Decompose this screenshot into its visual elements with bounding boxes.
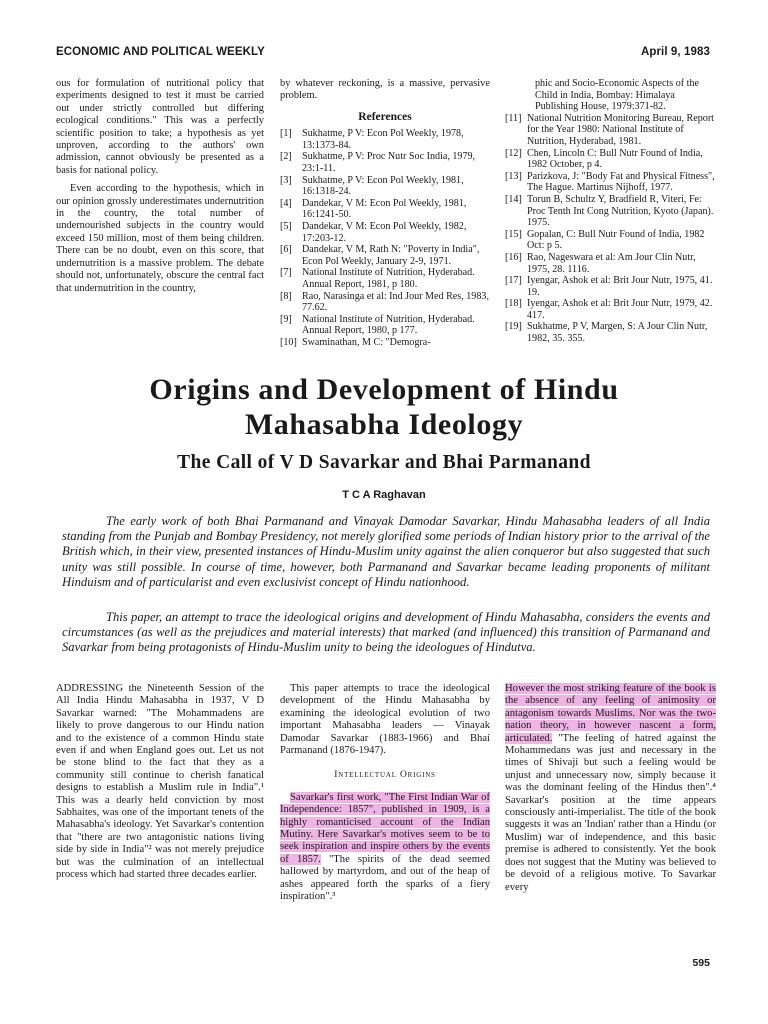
reference-item [505, 171, 716, 194]
reference-text: National Institute of Nutrition, Hyderabad. Annual Report, 1980, p 177. [302, 313, 475, 337]
highlighted-text: However the most striking feature of the book is the absence of any feeling of animosity or antagonism towards Muslims. Nor was the two-nation theory, in however nascent a form, articulated. [505, 683, 716, 744]
reference-text: Iyengar, Ashok et al: Brit Jour Nutr, 1979, 42. 417. [527, 298, 713, 321]
body-column-2 [280, 683, 490, 904]
reference-continuation: phic and Socio-Economic Aspects of the Child in India, Bombay: Himalaya Publishing House, 1979:371-82. [535, 78, 699, 113]
reference-item [505, 148, 716, 171]
page-number: 595 [692, 957, 710, 969]
reference-number: [15] [505, 228, 522, 240]
reference-item [280, 221, 490, 244]
title-line: Mahasabha Ideology [244, 408, 524, 441]
reference-item [280, 267, 490, 290]
reference-number: [5] [280, 220, 292, 232]
reference-item [280, 314, 490, 337]
reference-text: National Nutrition Monitoring Bureau, Report for the Year 1980: National Institute of Nutrition, Hyderabad, 1981. [527, 112, 714, 147]
reference-number: [9] [280, 313, 292, 325]
reference-item [505, 321, 716, 344]
issue-date: April 9, 1983 [640, 46, 710, 58]
reference-number: [18] [505, 298, 522, 310]
journal-name: ECONOMIC AND POLITICAL WEEKLY [56, 46, 265, 58]
title-line: Origins and Development of Hindu [149, 373, 619, 406]
reference-text: Sukhatme, P V, Margen, S: A Jour Clin Nutr, 1982, 35. 355. [527, 321, 708, 345]
reference-number: [10] [280, 336, 297, 348]
reference-number: [13] [505, 170, 522, 182]
reference-text: Parizkova, J: "Body Fat and Physical Fitness", The Hague. Martinus Nijhoff, 1977. [527, 170, 715, 194]
reference-number: [1] [280, 128, 292, 140]
reference-item [280, 291, 490, 314]
reference-item [280, 151, 490, 174]
reference-item [505, 298, 716, 321]
paragraph: ADDRESSING the Nineteenth Session of the All India Hindu Mahasabha in 1937, V D Savarkar warned: "The Mohammadens are likely to prove dangerous to our Hindu nation and to the existence of a common Hindu state even if and when England goes out. Let us not be stone blind to the fact that they as a community still continue to cherish fanatical designs to establish a Muslim rule in India".¹ This was a dearly held conviction by most Sabhaites, was one of the important tenets of the Mahasabha's ideology. Yet Savarkar's contention that "there are two antagonistic nations living side by side in India"² was not merely prejudice but was the culmination of an intellectual process which had started three decades earlier. [56, 683, 264, 881]
reference-text: Chen, Lincoln C: Bull Nutr Found of India, 1982 October, p 4. [527, 147, 703, 171]
reference-text: Iyengar, Ashok et al: Brit Jour Nutr, 1975, 41. 19. [527, 275, 713, 298]
paragraph: by whatever reckoning, is a massive, pervasive problem. [280, 78, 490, 102]
running-header [56, 46, 710, 58]
reference-item [505, 194, 716, 229]
reference-number: [19] [505, 321, 522, 333]
top-column-2 [280, 78, 490, 349]
reference-list [280, 128, 490, 348]
reference-text: Rao, Nageswara et al: Am Jour Clin Nutr, 1975, 28. 1116. [527, 251, 696, 275]
paragraph: ous for formulation of nutritional policy that experiments designed to test it must be carried out under strictly controlled but differing ecological conditions." This was a perfectly scientific position to take; a hypothesis as yet unproven, according to the authors' own admission, cannot obviously be presented as a basis for national policy. [56, 78, 264, 176]
highlighted-text: Savarkar's first work, "The First Indian War of Independence: 1857", published in 1909, is a highly romanticised account of the Indian Mutiny. Here Savarkar's motives seem to be to seek inspiration and inspire others by the events of 1857. [280, 791, 490, 865]
reference-text: Sukhatme, P V: Econ Pol Weekly, 1981, 16:1318-24. [302, 174, 464, 198]
reference-item [280, 198, 490, 221]
paragraph [280, 792, 490, 904]
reference-text: Dandekar, V M: Econ Pol Weekly, 1982, 17:203-12. [302, 220, 467, 244]
reference-text: Swaminathan, M C: "Demogra- [302, 336, 431, 348]
reference-item [280, 128, 490, 151]
top-column-3 [505, 78, 716, 345]
paragraph: This paper attempts to trace the ideological development of the Hindu Mahasabha by examining the ideological evolution of two important Mahasabha leaders — Vinayak Damodar Savarkar (1883-1966) and Bhai Parmanand (1876-1947). [280, 683, 490, 757]
reference-item [280, 244, 490, 267]
reference-number: [7] [280, 267, 292, 279]
reference-text: Torun B, Schultz Y, Bradfield R, Viteri, Fe: Proc Tenth Int Cong Nutrition, Kyoto (Japan). 1975. [527, 193, 714, 229]
reference-item [505, 275, 716, 298]
paragraph: Even according to the hypothesis, which in our opinion grossly underestimates undernutrition in the country, the total number of undernourished subjects in the country would exceed 150 million, most of them being children. There can be no doubt, even on this score, that undernutrition is a massive problem. The debate should not, unfortunately, obscure the central fact that undernutrition in the country, [56, 183, 264, 294]
reference-number: [4] [280, 197, 292, 209]
reference-text: Rao, Narasinga et al: Ind Jour Med Res, 1983, 77.62. [302, 290, 489, 314]
reference-number: [6] [280, 244, 292, 256]
reference-text: Sukhatme, P V: Econ Pol Weekly, 1978, 13:1373-84. [302, 128, 464, 151]
paragraph-text: "The feeling of hatred against the Mohammedans was just and necessary in the times of Shivaji but such a feeling would be unjust and unnecessary now, simply because it was the dominant feeling of the Hindus then".⁴ Savarkar's position at the time appears consciously anti-imperialist. The title of the book suggests it was an 'Indian' rather than a Hindu (or Muslim) war of independence, and this basic premise is adhered to consistently. Yet the book does not suggest that the Mutiny was believed to be devoid of a religious motive. To Savarkar every [505, 732, 716, 893]
top-column-1 [56, 78, 264, 295]
abstract-paragraph: The early work of both Bhai Parmanand and Vinayak Damodar Savarkar, Hindu Mahasabha leaders of all India standing from the Punjab and Bombay Presidency, not merely glorified some periods of Indian history prior to the arrival of the British which, in their view, presented instances of Hindu-Muslim unity against the alien conqueror but also suggested that such unity was still possible. In course of time, however, both Parmanand and Savarkar became leading proponents of militant Hinduism and of particularist and even exclusivist concept of Hindu nationhood. [62, 514, 710, 589]
reference-list [505, 113, 716, 345]
reference-item [505, 229, 716, 252]
reference-text: Dandekar, V M: Econ Pol Weekly, 1981, 16:1241-50. [302, 197, 467, 221]
body-column-3 [505, 683, 716, 894]
body-column-1 [56, 683, 264, 882]
reference-text: Gopalan, C: Bull Nutr Found of India, 1982 Oct: p 5. [527, 228, 705, 252]
reference-number: [3] [280, 174, 292, 186]
reference-item [280, 337, 490, 349]
references-heading: References [358, 110, 412, 123]
section-heading: Intellectual Origins [334, 770, 436, 781]
reference-item [505, 252, 716, 275]
reference-number: [17] [505, 275, 522, 287]
author-name: T C A Raghavan [342, 489, 426, 501]
paragraph-text: "The spirits of the dead seemed hallowed by martyrdom, and out of the heap of ashes appeared forth the sparks of a fiery inspiration".³ [280, 853, 490, 903]
reference-number: [8] [280, 290, 292, 302]
reference-text: Sukhatme, P V: Proc Nutr Soc India, 1979, 23:1-11. [302, 151, 476, 174]
reference-text: National Institute of Nutrition, Hyderabad. Annual Report, 1981, p 180. [302, 267, 475, 290]
reference-number: [12] [505, 147, 522, 159]
reference-item [505, 113, 716, 148]
reference-item [280, 175, 490, 198]
article-title [40, 372, 728, 442]
reference-number: [2] [280, 151, 292, 163]
paragraph [505, 683, 716, 894]
reference-text: Dandekar, V M, Rath N: "Poverty in India", Econ Pol Weekly, January 2-9, 1971. [302, 244, 480, 267]
reference-number: [14] [505, 193, 522, 205]
article-subtitle: The Call of V D Savarkar and Bhai Parmanand [177, 452, 591, 473]
reference-number: [16] [505, 251, 522, 263]
reference-number: [11] [505, 112, 522, 124]
abstract-paragraph: This paper, an attempt to trace the ideological origins and development of Hindu Mahasabha, considers the events and circumstances (as well as the prejudices and material interests) that marked (and influenced) this transition of Parmanand and Savarkar from being protagonists of Hindu-Muslim unity to being the ideologues of Hindutva. [62, 610, 710, 655]
